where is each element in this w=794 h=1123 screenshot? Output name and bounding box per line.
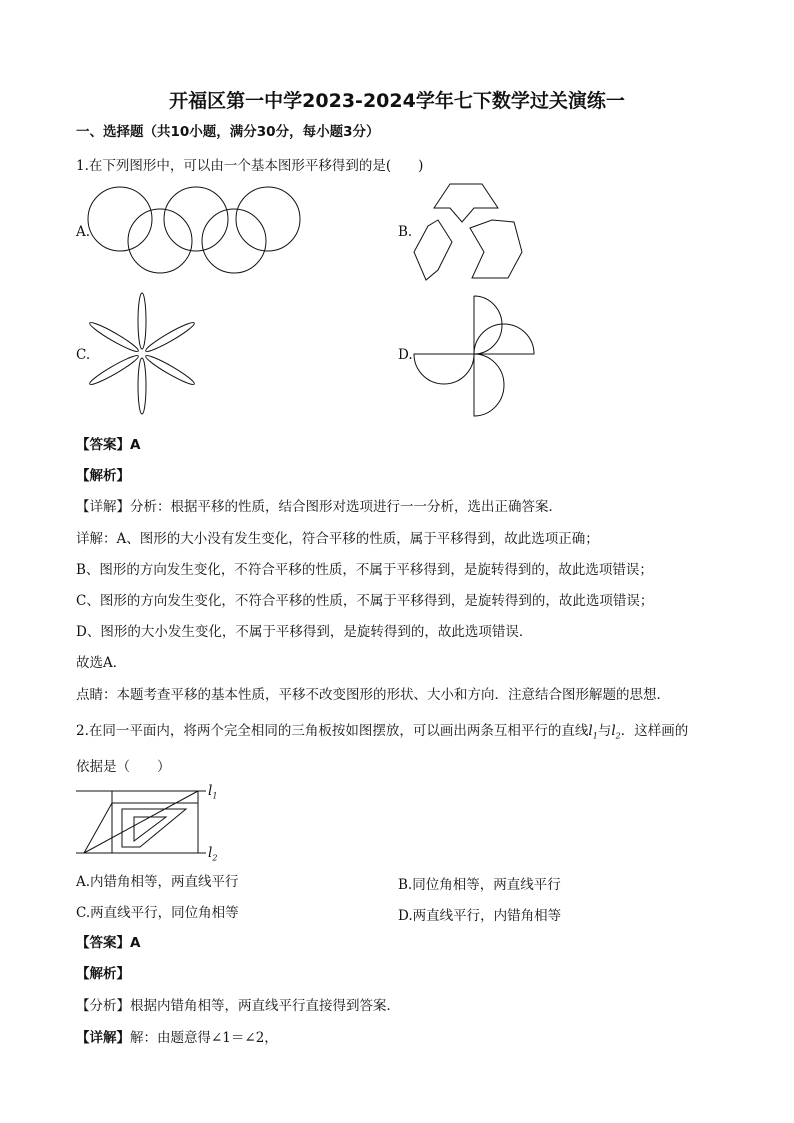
document-title: 开福区第一中学2023-2024学年七下数学过关演练一 xyxy=(169,90,625,112)
q1-comment: 点睛：本题考查平移的基本性质，平移不改变图形的形状、大小和方向．注意结合图形解题的思想． xyxy=(76,687,670,703)
q2-figure-label-l2: $l_2$ xyxy=(208,845,218,863)
q2-stem-tail: ．这样画的 xyxy=(620,723,689,739)
q2-detail: 【详解】解：由题意得∠1＝∠2， xyxy=(76,1030,278,1046)
q1-detail-line-3: B、图形的方向发生变化，不符合平移的性质，不属于平移得到，是旋转得到的，故此选项错误； xyxy=(76,562,653,578)
q2-option-a: A.内错角相等，两直线平行 xyxy=(76,874,239,890)
q1-stem: 1.在下列图形中，可以由一个基本图形平移得到的是( ) xyxy=(76,158,424,174)
q2-option-c: C.两直线平行，同位角相等 xyxy=(76,905,239,921)
q2-conj: 与 xyxy=(597,723,612,739)
q2-line-l1: $l_1$ xyxy=(588,723,598,741)
q1-figure-b-rotated-shapes xyxy=(412,182,524,280)
q1-option-d-label: D. xyxy=(398,347,413,363)
q1-figure-c-petals xyxy=(88,292,198,420)
q2-fenxi: 【分析】根据内错角相等，两直线平行直接得到答案． xyxy=(76,998,400,1014)
q2-stem-line-2: 依据是（ ） xyxy=(76,759,171,775)
q1-analysis-tag: 【解析】 xyxy=(76,468,130,484)
section-heading: 一、选择题（共10小题，满分30分，每小题3分） xyxy=(76,124,380,140)
q1-option-b-label: B. xyxy=(398,224,413,240)
q2-option-d: D.两直线平行，内错角相等 xyxy=(398,908,562,924)
q2-stem-text: 2.在同一平面内，将两个完全相同的三角板按如图摆放，可以画出两条互相平行的直线 xyxy=(76,723,589,739)
q1-conclusion: 故选A． xyxy=(76,655,127,671)
q2-line-l2: $l_2$ xyxy=(611,723,621,741)
q2-figure-triangles xyxy=(76,785,226,860)
q1-detail-line-2: 详解：A、图形的大小没有发生变化，符合平移的性质，属于平移得到，故此选项正确； xyxy=(76,531,599,547)
q2-figure-label-l1: $l_1$ xyxy=(208,783,218,801)
q1-option-c-label: C. xyxy=(76,347,91,363)
q2-option-b: B.同位角相等，两直线平行 xyxy=(398,877,561,893)
q1-figure-a-rings xyxy=(86,185,301,275)
q1-answer: 【答案】A xyxy=(76,437,141,453)
q1-detail-line-4: C、图形的方向发生变化，不符合平移的性质，不属于平移得到，是旋转得到的，故此选项错误； xyxy=(76,593,654,609)
q1-option-a-label: A. xyxy=(76,224,91,240)
q2-stem-line-1 xyxy=(76,722,688,746)
q2-answer: 【答案】A xyxy=(76,935,141,951)
q2-analysis-tag: 【解析】 xyxy=(76,966,130,982)
q1-detail-line-1: 【详解】分析：根据平移的性质，结合图形对选项进行一一分析，选出正确答案． xyxy=(76,499,562,515)
q1-figure-d-pinwheel xyxy=(410,294,535,418)
q1-detail-line-5: D、图形的大小发生变化，不属于平移得到，是旋转得到的，故此选项错误． xyxy=(76,624,533,640)
